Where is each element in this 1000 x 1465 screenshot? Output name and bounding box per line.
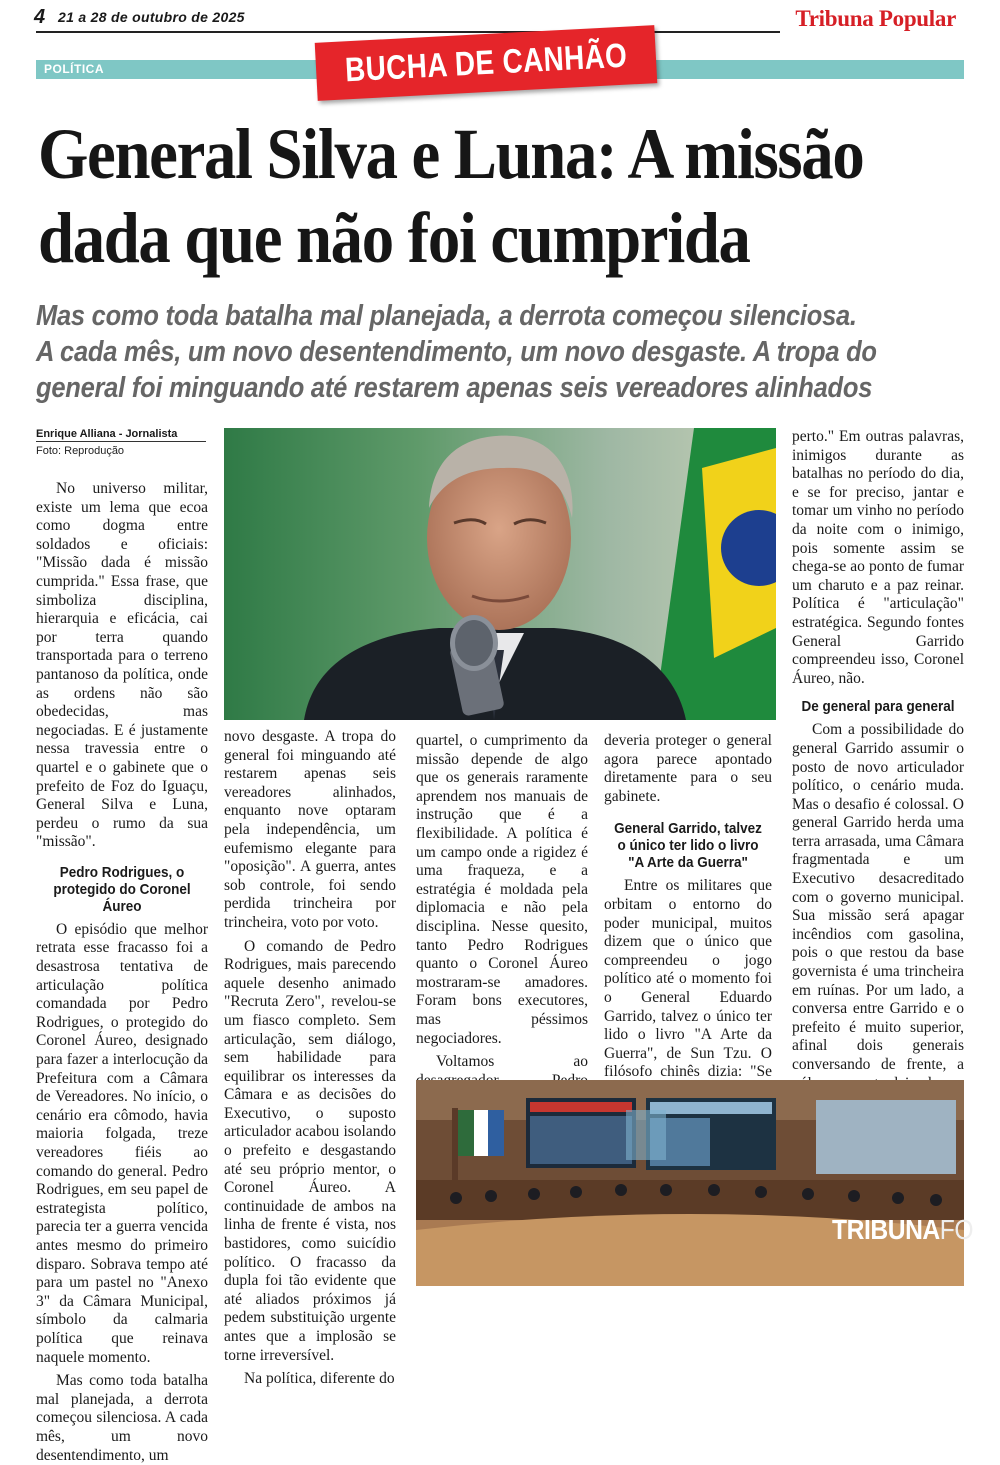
headline [38,112,875,280]
subheadline [36,298,934,406]
paragraph: novo desgaste. A tropa do general foi minguando até restarem apenas seis vereadores alinhados, enquanto nove optaram pela independência, um eufemismo elegante para "oposição". A guerra, antes sob controle, foi sendo perdida trincheira por trincheira, voto por voto. [224,728,396,931]
article-column-1 [36,480,208,1465]
portrait-photo [224,428,776,720]
subtitle-general-para-general: De general para general [801,698,955,716]
paragraph: No universo militar, existe um lema que ecoa como dogma entre soldados e oficiais: "Missão dada é missão cumprida." Essa frase, que simboliza disciplina, hierarquia e eficácia, cai por terra quando transportada para o terreno pantanoso da política, onde as ordens não são obedecidas, mas negociadas. E é justamente nessa travessia entre o quartel e o gabinete que o prefeito de Foz do Iguaçu, General Silva e Luna, perdeu o rumo da sua "missão". [36,480,208,851]
paragraph: quartel, o cumprimento da missão depende de algo que os generais raramente aprendem nos manuais de instrução que é a flexibilidade. A política é um campo onde a rigidez é uma fraqueza, e a estratégia é moldada pela diplomacia e não pela disciplina. Nesse quesito, tanto Pedro Rodrigues quanto o Coronel Áureo mostraram-se amadores. Foram bons executores, mas péssimos negociadores. [416,732,588,1047]
paragraph: Mas como toda batalha mal planejada, a derrota começou silenciosa. A cada mês, um novo desentendimento, um [36,1372,208,1464]
headline-line-1: General Silva e Luna: A missão [38,114,864,194]
paragraph: perto." Em outras palavras, inimigos durante as batalhas no período do dia, e se for preciso, jantar e tomar um vinho no período da noite com o inimigo, pois somente assim se chega-se ao ponto de fumar um charuto e a paz reinar. Política é "articulação" estratégica. Segundo fontes General Garrido compreendeu isso, Coronel Áureo, não. [792,428,964,687]
paragraph: Voltamos ao [436,1053,588,1071]
photo-watermark [832,1214,973,1246]
subheadline-line-1: Mas como toda batalha mal planejada, a derrota começou silenciosa. [36,300,857,332]
paragraph: Entre os militares que orbitam o entorno do poder municipal, muitos dizem que o único que compreendeu o jogo político até o momento foi o General Eduardo Garrido, talvez o único ter lido o livro "A Arte da Guerra", de Sun Tzu. O filósofo chinês dizia: "Se [604,877,772,1081]
page-header [0,0,1000,34]
subtitle-pedro-rodrigues: Pedro Rodrigues, o protegido do Coronel Áureo [53,863,191,915]
article-column-5 [792,428,964,1186]
headline-line-2: dada que não foi cumprida [38,198,750,278]
column-stamp-label: BUCHA DE CANHÃO [343,36,628,89]
section-label: POLÍTICA [44,62,104,76]
subheadline-line-2: A cada mês, um novo desentendimento, um novo desgaste. A tropa do [36,336,877,368]
paragraph: deveria proteger o general agora parece apontado diretamente para o seu gabinete. [604,732,772,805]
paragraph: O episódio que melhor retrata esse fracasso foi a desastrosa tentativa de articulação política comandada por Pedro Rodrigues, o protegido do Coronel Áureo, designado para fazer a interlocução da Prefeitura com a Câmara de Vereadores. No início, o cenário era cômodo, havia maioria folgada, treze vereadores fiéis ao comando do general. Pedro Rodrigues, em seu papel de estrategista político, parecia ter a guerra vencida antes mesmo do primeiro disparo. Sobrava tempo até para um pastel no "Anexo 3" da Câmara Municipal, símbolo da calmaria política que reinava naquele momento. [36,920,208,1366]
portrait-photo-image [224,428,776,720]
page-number: 4 [34,6,46,28]
paragraph: Com a possibilidade do general Garrido assumir o posto de novo articulador político, o cenário muda. Mas o desafio é colossal. O general Garrido herda uma terra arrasada, uma Câmara fragmentada e um Executivo desacreditado com o governo municipal. Sua missão será apagar incêndios com gasolina, pois o que restou da base governista é uma trincheira em ruínas. Por um lado, a conversa entre Garrido e o prefeito é muito superior, afinal dois generais conversando de frente, a [792,721,964,1073]
header-rule [36,31,780,33]
subtitle-general-garrido: General Garrido, talvez o único ter lido o livro "A Arte da Guerra" [614,820,762,872]
newspaper-logo: Tribuna Popular [795,6,956,31]
paragraph: O comando de Pedro Rodrigues, mais parecendo aquele desenho animado "Recruta Zero", revelou-se um fiasco completo. Sem articulação, sem diálogo, sem habilidade para equilibrar os interesses da Câmara e as decisões do Executivo, o suposto articulador acabou isolando o prefeito e desgastando até seu próprio mentor, o Coronel Áureo. A continuidade de ambos na linha de frente é vista, nos bastidores, como suicídio político. O fracasso da dupla foi tão evidente que até aliados próximos já pedem substituição urgente antes que a implosão se torne irreversível. [224,937,396,1364]
council-chamber-image [416,1080,964,1286]
edition-date: 21 a 28 de outubro de 2025 [58,9,245,25]
paragraph: Na política, diferente do [244,1370,395,1388]
article-column-2 [224,728,396,1389]
watermark-light: FO [939,1214,974,1245]
subheadline-line-3: general foi minguando até restarem apenas seis vereadores alinhados [36,372,873,404]
author-byline: Enrique Alliana - Jornalista [36,428,206,442]
column-stamp [315,25,658,101]
council-chamber-photo [416,1080,964,1286]
photo-credit: Foto: Reprodução [36,445,125,457]
watermark-bold: TRIBUNA [832,1214,940,1245]
